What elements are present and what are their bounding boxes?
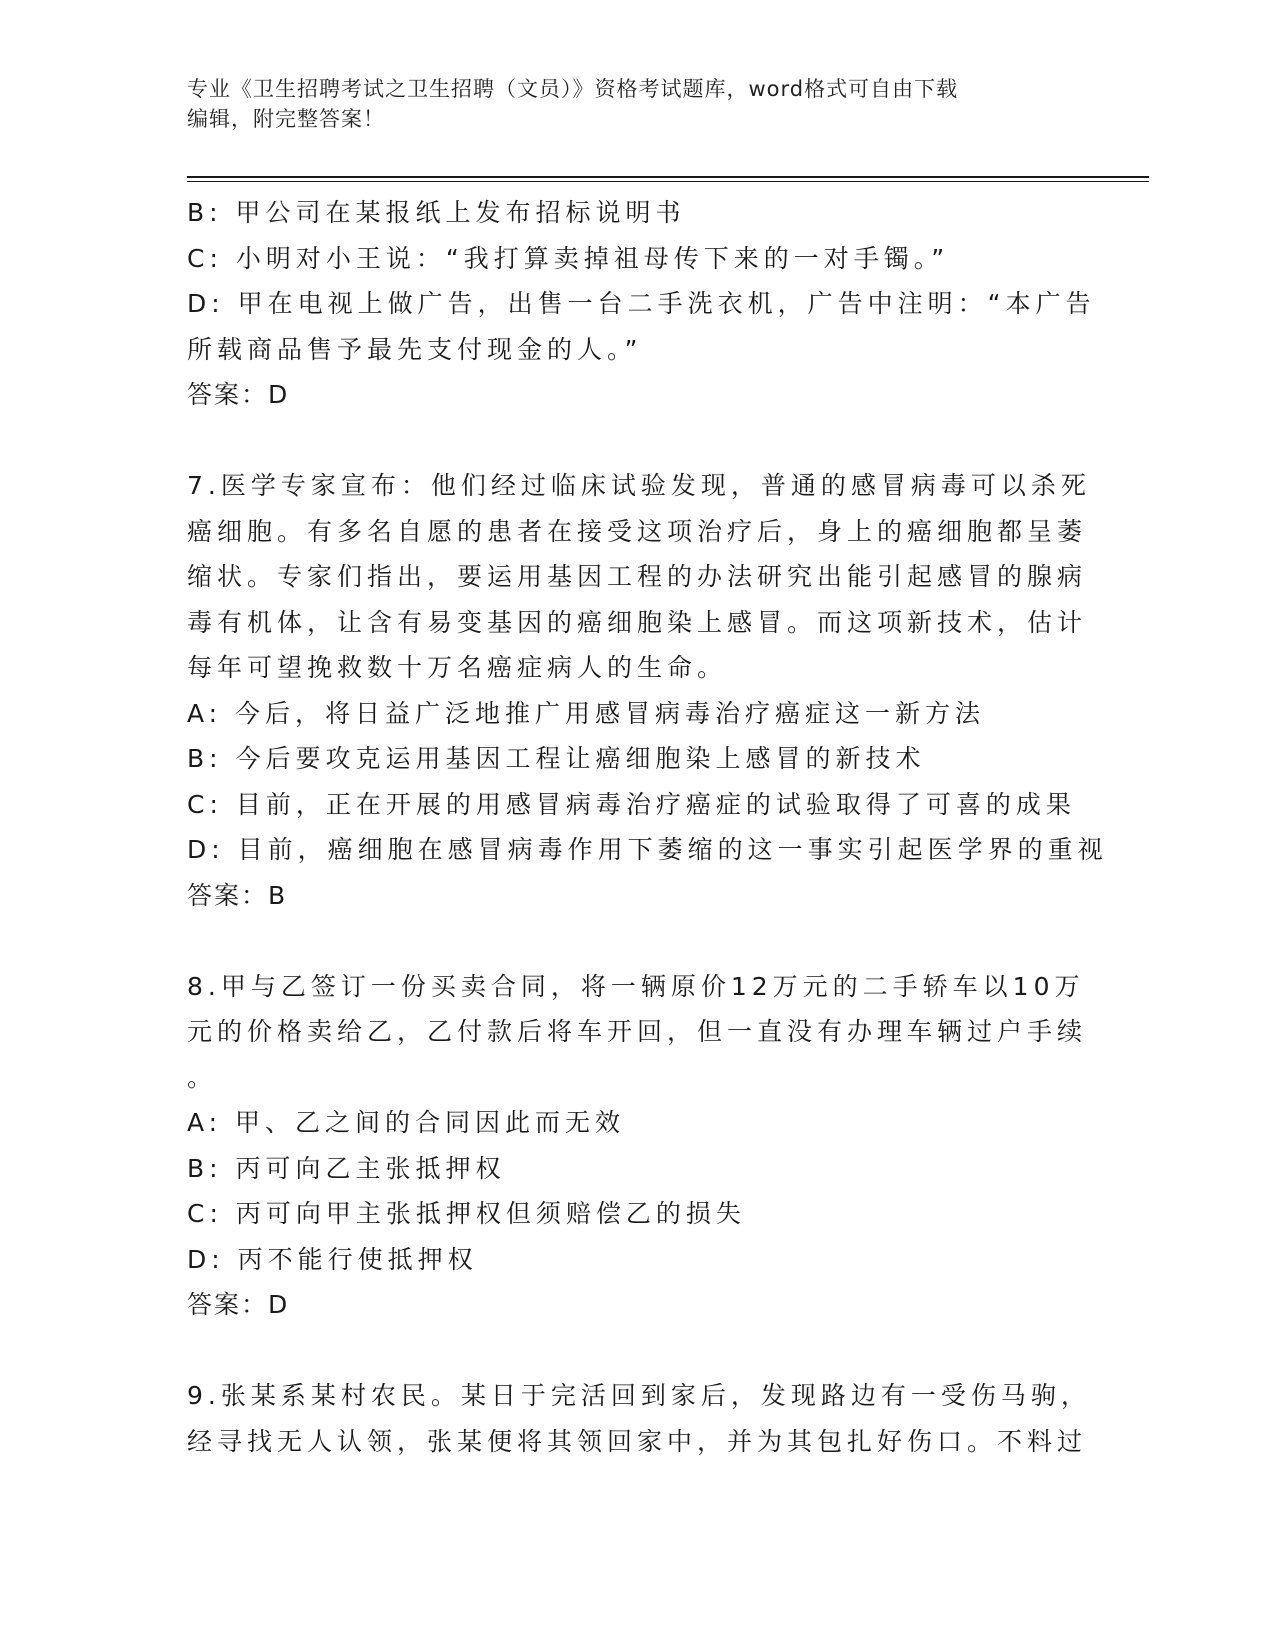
option-a: A: 今后，将日益广泛地推广用感冒病毒治疗癌症这一新方法 bbox=[187, 698, 986, 728]
question-stem: 7.医学专家宣布：他们经过临床试验发现，普通的感冒病毒可以杀死 bbox=[187, 471, 1091, 500]
spacer bbox=[187, 918, 1077, 964]
question-stem: 9.张某系某村农民。某日于完活回到家后，发现路边有一受伤马驹， bbox=[187, 1381, 1091, 1410]
question-stem: 。 bbox=[187, 1062, 218, 1092]
option-a: A: 甲、乙之间的合同因此而无效 bbox=[187, 1108, 626, 1137]
question-8 bbox=[187, 964, 1088, 1328]
option-c: C: 丙可向甲主张抵押权但须赔偿乙的损失 bbox=[187, 1199, 746, 1228]
option-d: D: 目前，癌细胞在感冒病毒作用下萎缩的这一事实引起医学界的重视 bbox=[187, 835, 1108, 864]
header-line-2: 编辑，附完整答案！ bbox=[187, 107, 385, 131]
question-stem: 元的价格卖给乙，乙付款后将车开回，但一直没有办理车辆过户手续 bbox=[187, 1017, 1088, 1046]
option-b: B: 今后要攻克运用基因工程让癌细胞染上感冒的新技术 bbox=[187, 744, 926, 773]
question-9 bbox=[187, 1373, 1091, 1464]
option-c: C: 小明对小王说：“我打算卖掉祖母传下来的一对手镯。” bbox=[187, 243, 950, 273]
question-stem: 毒有机体，让含有易变基因的癌细胞染上感冒。而这项新技术，估计 bbox=[187, 607, 1088, 637]
question-6-tail bbox=[187, 190, 1096, 418]
spacer bbox=[187, 1328, 1077, 1374]
spacer bbox=[187, 418, 1077, 464]
answer: 答案：D bbox=[187, 380, 290, 409]
answer: 答案：D bbox=[187, 1290, 290, 1319]
option-d: D: 甲在电视上做广告，出售一台二手洗衣机，广告中注明：“本广告 bbox=[187, 289, 1096, 318]
document-body bbox=[187, 190, 1108, 1464]
header-divider-thin bbox=[187, 181, 1149, 182]
header-line-1: 专业《卫生招聘考试之卫生招聘（文员）》资格考试题库，word格式可自由下载 bbox=[187, 77, 959, 101]
question-stem: 8.甲与乙签订一份买卖合同，将一辆原价12万元的二手轿车以10万 bbox=[187, 971, 1085, 1001]
option-d-continued: 所载商品售予最先支付现金的人。” bbox=[187, 334, 643, 364]
question-stem: 每年可望挽救数十万名癌症病人的生命。 bbox=[187, 653, 728, 682]
option-b: B: 甲公司在某报纸上发布招标说明书 bbox=[187, 198, 686, 227]
document-header bbox=[187, 74, 1067, 134]
option-c: C: 目前，正在开展的用感冒病毒治疗癌症的试验取得了可喜的成果 bbox=[187, 789, 1076, 819]
answer: 答案：B bbox=[187, 880, 288, 910]
question-7 bbox=[187, 463, 1108, 918]
option-d: D: 丙不能行使抵押权 bbox=[187, 1244, 478, 1274]
question-stem: 经寻找无人认领，张某便将其领回家中，并为其包扎好伤口。不料过 bbox=[187, 1426, 1088, 1456]
question-stem: 癌细胞。有多名自愿的患者在接受这项治疗后，身上的癌细胞都呈萎 bbox=[187, 516, 1088, 546]
question-stem: 缩状。专家们指出，要运用基因工程的办法研究出能引起感冒的腺病 bbox=[187, 562, 1088, 591]
option-b: B: 丙可向乙主张抵押权 bbox=[187, 1153, 506, 1183]
header-divider-thick bbox=[187, 176, 1149, 178]
